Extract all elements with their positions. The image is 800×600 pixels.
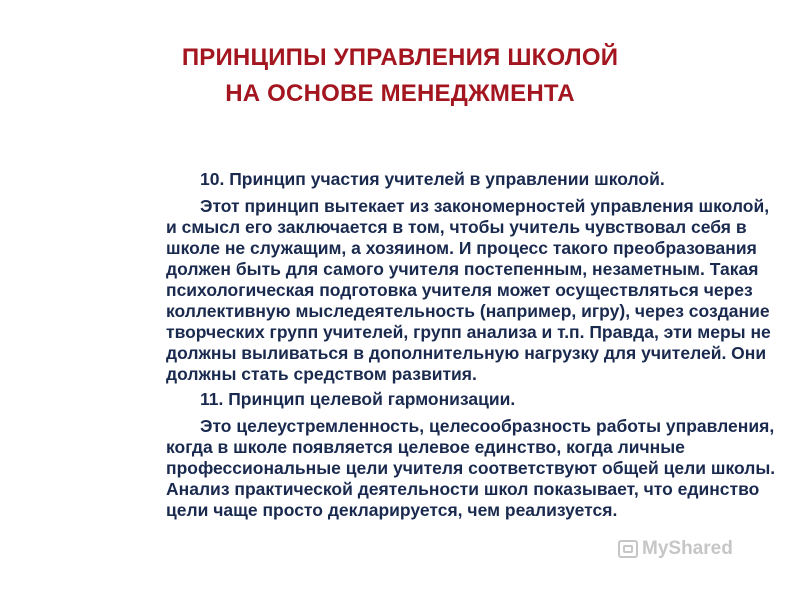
principle-11-heading: 11. Принцип целевой гармонизации.: [200, 389, 516, 409]
slide-body: [166, 169, 781, 525]
principle-10-heading: 10. Принцип участия учителей в управлении школой.: [200, 169, 665, 189]
title-line-1: ПРИНЦИПЫ УПРАВЛЕНИЯ ШКОЛОЙ: [181, 44, 619, 71]
watermark-text: MyShared: [642, 538, 733, 559]
principle-10-text: Этот принцип вытекает из закономерностей управления школой, и смысл его заключается в том, чтобы учитель чувствовал себя в школе не служащим, а хозяином. И процесс такого преобразования должен быть для самого учителя постепенным, незаметным. Такая психологическая подготовка учителя может осуществляться через коллективную мыследеятельность (например, игру), через создание творческих групп учителей, групп анализа и т.п. Правда, эти меры не должны выливаться в дополнительную нагрузку для учителей. Они должны стать средством развития.: [166, 196, 771, 384]
title-line-2: НА ОСНОВЕ МЕНЕДЖМЕНТА: [225, 80, 575, 107]
watermark: [618, 534, 763, 564]
principle-11-text: Это целеустремленность, целесообразность работы управления, когда в школе появляется целевое единство, когда личные профессиональные цели учителя соответствуют общей цели школы. Анализ практической деятельности школ показывает, что единство цели чаще просто декларируется, чем реализуется.: [166, 416, 776, 520]
slide-title: [0, 40, 800, 112]
presentation-icon: [618, 540, 638, 558]
